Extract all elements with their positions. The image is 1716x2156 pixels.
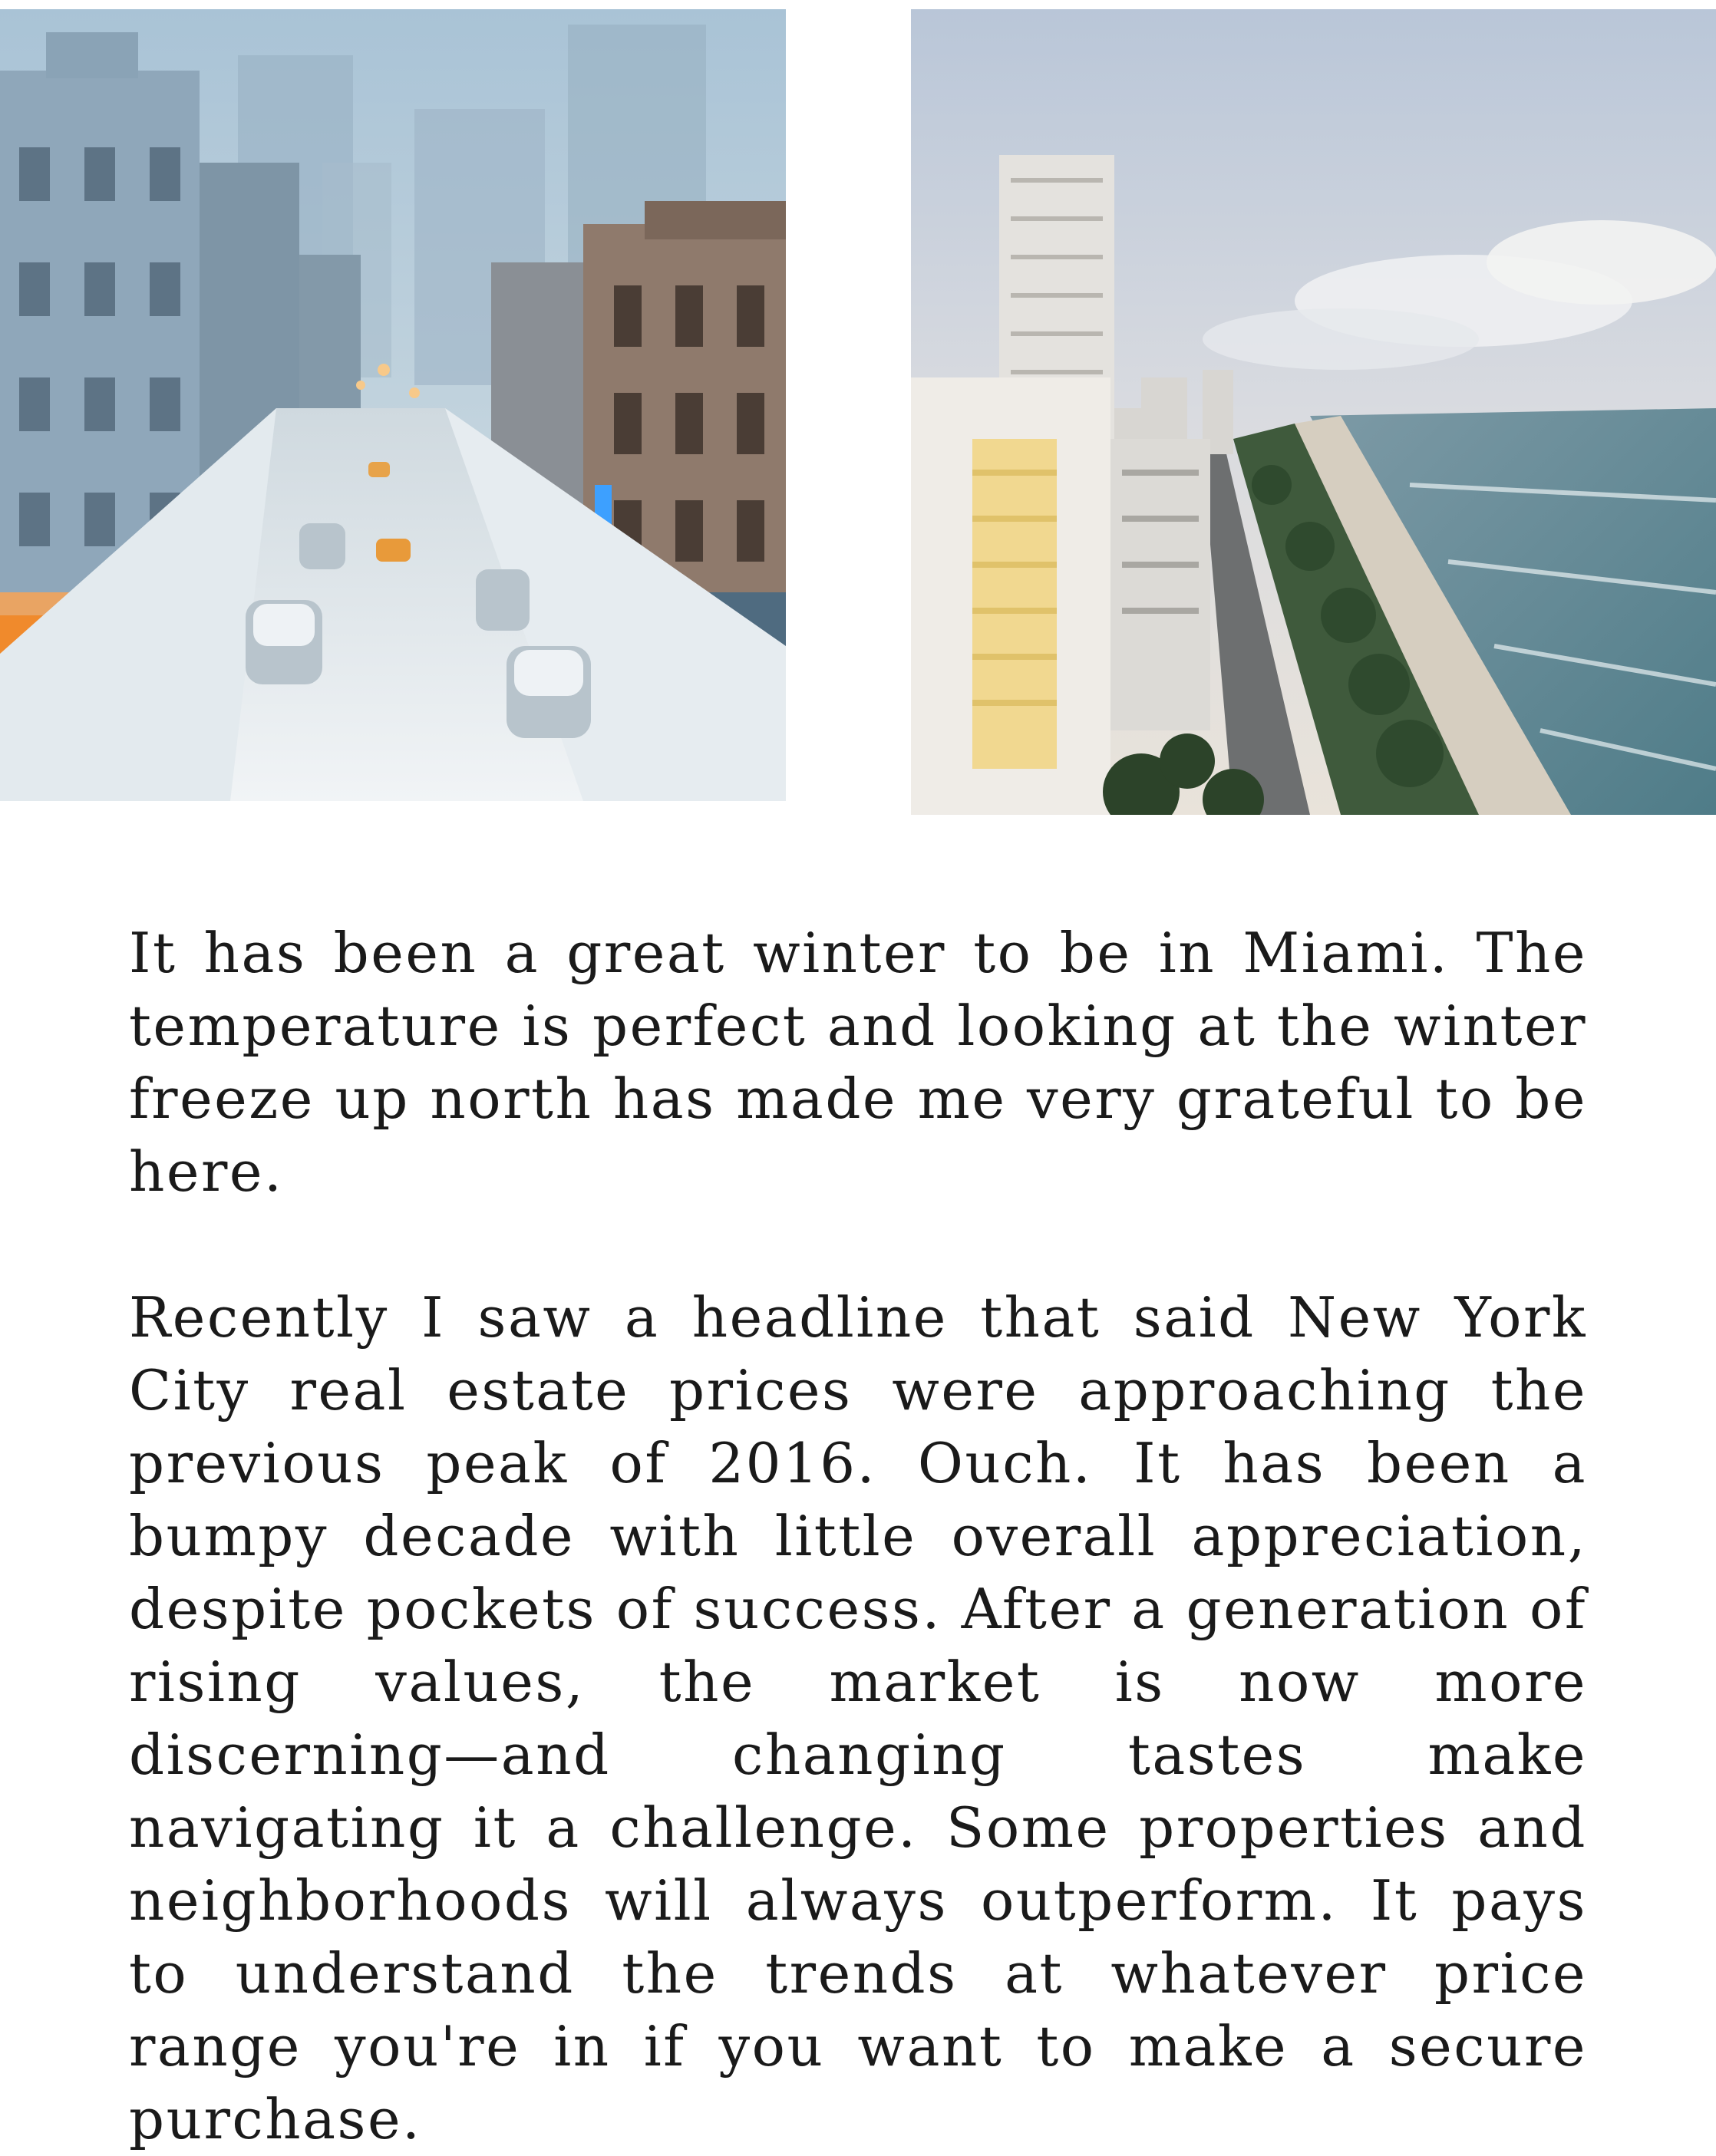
miami-beach-coastline-photo: [911, 9, 1716, 815]
article-paragraph-market: Recently I saw a headline that said New York City real estate prices were approaching the previous peak of 2016. Ouch. It has been a bumpy decade with little overall appreciation, despite pockets of success. After a generation of rising values, the market is now more discerning—and changing tastes make navigating it a challenge. Some properties and neighborhoods will always outperform. It pays to understand the trends at whatever price range you're in if you want to make a secure purchase.: [129, 1285, 1587, 2151]
snowy-new-york-street-photo: [0, 9, 786, 801]
article-body: [129, 917, 1587, 2156]
article-paragraph-intro: It has been a great winter to be in Miami. The temperature is perfect and looking at the winter freeze up north has made me very grateful to be here.: [129, 921, 1587, 1204]
